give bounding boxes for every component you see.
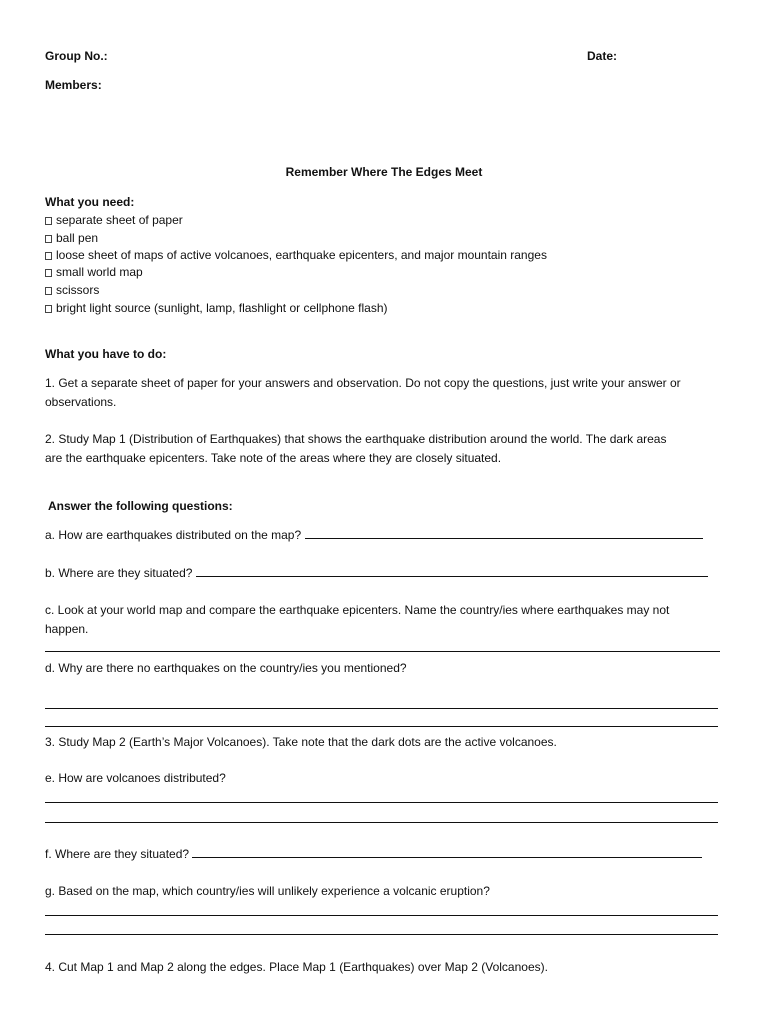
worksheet-title: Remember Where The Edges Meet [285,165,483,179]
checkbox-icon [45,235,52,243]
question-b: b. Where are they situated? [45,564,708,582]
answer-blank-f[interactable] [192,845,702,858]
checkbox-icon [45,217,52,225]
step-3: 3. Study Map 2 (Earth’s Major Volcanoes). Take note that the dark dots are the active volcanoes. [45,735,557,749]
members-label: Members: [45,78,102,92]
question-d: d. Why are there no earthquakes on the country/ies you mentioned? [45,661,407,675]
needs-item: separate sheet of paper [45,211,183,229]
question-e: e. How are volcanoes distributed? [45,771,226,785]
needs-item: bright light source (sunlight, lamp, flashlight or cellphone flash) [45,299,388,317]
step-2-line-1: 2. Study Map 1 (Distribution of Earthquakes) that shows the earthquake distribution around the world. The dark areas [45,432,667,446]
answer-line-d-2[interactable] [45,726,718,727]
checkbox-icon [45,287,52,295]
needs-heading: What you need: [45,195,135,209]
step-2-line-2: are the earthquake epicenters. Take note of the areas where they are closely situated. [45,451,502,465]
question-c-line-1: c. Look at your world map and compare the earthquake epicenters. Name the country/ies where earthquakes may not [45,603,670,617]
answer-line-e-2[interactable] [45,822,718,823]
needs-item: loose sheet of maps of active volcanoes, earthquake epicenters, and major mountain ranges [45,246,547,264]
step-1-line-1: 1. Get a separate sheet of paper for your answers and observation. Do not copy the questions, just write your answer or [45,376,681,390]
needs-item: scissors [45,281,99,299]
checkbox-icon [45,269,52,277]
answer-line-g-2[interactable] [45,934,718,935]
question-c-line-2: happen. [45,622,89,636]
answer-line-g-1[interactable] [45,915,718,916]
date-label: Date: [587,49,618,63]
needs-item: ball pen [45,229,98,247]
question-g: g. Based on the map, which country/ies will unlikely experience a volcanic eruption? [45,884,490,898]
question-f: f. Where are they situated? [45,845,702,863]
answer-line-c[interactable] [45,651,720,652]
question-a: a. How are earthquakes distributed on the map? [45,526,703,544]
todo-heading: What you have to do: [45,347,167,361]
answer-blank-b[interactable] [196,564,708,577]
answer-line-e-1[interactable] [45,802,718,803]
questions-heading: Answer the following questions: [48,499,233,513]
needs-item: small world map [45,263,143,281]
checkbox-icon [45,252,52,260]
checkbox-icon [45,305,52,313]
answer-line-d-1[interactable] [45,708,718,709]
step-1-line-2: observations. [45,395,117,409]
answer-blank-a[interactable] [305,526,703,539]
step-4: 4. Cut Map 1 and Map 2 along the edges. Place Map 1 (Earthquakes) over Map 2 (Volcanoes). [45,960,548,974]
group-number-label: Group No.: [45,49,108,63]
